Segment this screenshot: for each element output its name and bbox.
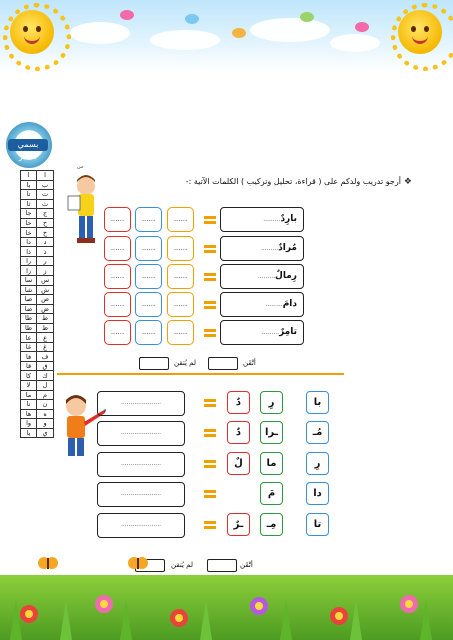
- alphabet-syllable: ن: [37, 400, 54, 410]
- flower-icon: [170, 609, 188, 627]
- word-text: تامِرٌ: [279, 327, 297, 337]
- letter-tile: رِ: [306, 452, 329, 475]
- syllable-answer-box[interactable]: ......: [167, 292, 194, 317]
- equals-sign-icon: [204, 216, 216, 224]
- alphabet-row: [21, 352, 54, 362]
- grass-blade: [200, 600, 212, 640]
- alphabet-row: [21, 190, 54, 200]
- boy-reading-icon: [66, 172, 108, 252]
- syllable-answer-box[interactable]: ......: [135, 292, 162, 317]
- instruction-text: ❖أرجو تدريب ولدكم على ( قراءة، تحليل وتركيب ) الكلمات الآتية :-: [185, 177, 412, 187]
- not-mastered-label: لم يُتقن: [174, 359, 196, 367]
- write-word-box[interactable]: .....................: [97, 513, 185, 538]
- alphabet-row: [21, 247, 54, 257]
- alphabet-syllable: ف: [37, 352, 54, 362]
- flower-icon: [250, 597, 268, 615]
- alphabet-row: [21, 218, 54, 228]
- syllable-answer-box[interactable]: ......: [104, 292, 131, 317]
- alphabet-letter: را: [21, 256, 37, 266]
- alphabet-row: [21, 333, 54, 343]
- alphabet-syllable: ك: [37, 371, 54, 381]
- bird-icon: [120, 10, 134, 20]
- not-mastered-label: لم يُتقن: [171, 561, 193, 569]
- alphabet-row: [21, 295, 54, 305]
- alphabet-syllable: ش: [37, 285, 54, 295]
- alphabet-row: [21, 400, 54, 410]
- alphabet-letter: سا: [21, 276, 37, 286]
- alphabet-row: [21, 314, 54, 324]
- cloud: [330, 34, 380, 52]
- alphabet-syllable: ض: [37, 304, 54, 314]
- flower-icon: [330, 607, 348, 625]
- alphabet-syllable: م: [37, 390, 54, 400]
- alphabet-letter: ضا: [21, 304, 37, 314]
- alphabet-syllable: ز: [37, 266, 54, 276]
- grass-blade: [10, 600, 22, 640]
- alphabet-syllable: ب: [37, 180, 54, 190]
- alphabet-syllable: ج: [37, 209, 54, 219]
- write-word-box[interactable]: .....................: [97, 452, 185, 477]
- word-dots: .........: [257, 273, 276, 280]
- alphabet-letter: كا: [21, 371, 37, 381]
- word-box: [220, 320, 304, 345]
- write-word-box[interactable]: .....................: [97, 391, 185, 416]
- equals-sign-icon: [204, 460, 216, 468]
- alphabet-syllable: ح: [37, 218, 54, 228]
- alphabet-letter: نا: [21, 400, 37, 410]
- alphabet-row: [21, 342, 54, 352]
- letter-tile: تا: [306, 513, 329, 536]
- word-text: مُرادٌ: [278, 243, 297, 253]
- alphabet-letter: شا: [21, 285, 37, 295]
- word-text: رِمالٌ: [275, 271, 297, 281]
- alphabet-row: [21, 323, 54, 333]
- letter-tile: با: [306, 391, 329, 414]
- syllable-answer-box[interactable]: ......: [135, 207, 162, 232]
- alphabet-syllable: ي: [37, 428, 54, 438]
- letter-tile: دٌ: [227, 421, 250, 444]
- alphabet-letter: عا: [21, 333, 37, 343]
- equals-sign-icon: [204, 273, 216, 281]
- alphabet-letter: زا: [21, 266, 37, 276]
- letter-tile: ما: [260, 452, 283, 475]
- alphabet-syllable: ه: [37, 409, 54, 419]
- mastered-checkbox[interactable]: [208, 357, 238, 370]
- letter-tile: دا: [306, 482, 329, 505]
- alphabet-syllable: ظ: [37, 323, 54, 333]
- syllable-answer-box[interactable]: ......: [104, 236, 131, 261]
- alphabet-letter: ظا: [21, 323, 37, 333]
- alphabet-syllable: ل: [37, 381, 54, 391]
- syllable-answer-box[interactable]: ......: [167, 236, 194, 261]
- alphabet-syllable: ع: [37, 333, 54, 343]
- alphabet-letter: صا: [21, 295, 37, 305]
- not-mastered-checkbox[interactable]: [139, 357, 169, 370]
- equals-sign-icon: [204, 490, 216, 498]
- alphabet-syllable: ط: [37, 314, 54, 324]
- letter-tile: مُـ: [306, 421, 329, 444]
- letter-tile: رِ: [260, 391, 283, 414]
- alphabet-syllable: د: [37, 237, 54, 247]
- alphabet-syllable: ق: [37, 361, 54, 371]
- alphabet-row: [21, 285, 54, 295]
- grass-blade: [280, 600, 292, 640]
- word-dots: .........: [260, 245, 279, 252]
- alphabet-letter: جا: [21, 209, 37, 219]
- equals-sign-icon: [204, 399, 216, 407]
- alphabet-syllable: ا: [37, 171, 54, 181]
- alphabet-letter: غا: [21, 342, 37, 352]
- syllable-answer-box[interactable]: ......: [167, 207, 194, 232]
- alphabet-row: [21, 419, 54, 429]
- alphabet-letter: قا: [21, 361, 37, 371]
- syllable-answer-box[interactable]: ......: [104, 264, 131, 289]
- syllable-answer-box[interactable]: ......: [104, 207, 131, 232]
- mastered-label: أتْقَن: [240, 561, 253, 569]
- mastered-label: أتْقَن: [243, 359, 256, 367]
- alphabet-letter: با: [21, 180, 37, 190]
- alphabet-syllable: ث: [37, 199, 54, 209]
- alphabet-letter: وا: [21, 419, 37, 429]
- star-bullet-icon: ❖: [403, 177, 412, 187]
- alphabet-row: [21, 428, 54, 438]
- write-word-box[interactable]: .....................: [97, 482, 185, 507]
- flower-icon: [20, 605, 38, 623]
- sun-right-icon: [398, 10, 442, 54]
- alphabet-letter: ذا: [21, 247, 37, 257]
- alphabet-row: [21, 209, 54, 219]
- grass-blade: [350, 600, 362, 640]
- alphabet-syllable: خ: [37, 228, 54, 238]
- alphabet-letter: تا: [21, 190, 37, 200]
- alphabet-letter: ما: [21, 390, 37, 400]
- alphabet-row: [21, 381, 54, 391]
- alphabet-letter: يا: [21, 428, 37, 438]
- bird-icon: [185, 14, 199, 24]
- cloud: [250, 18, 330, 42]
- word-text: دامَ: [282, 299, 297, 309]
- cloud: [150, 30, 220, 50]
- alphabet-row: [21, 361, 54, 371]
- letter-tile: مَ: [260, 482, 283, 505]
- alphabet-row: [21, 409, 54, 419]
- sun-left-icon: [10, 10, 54, 54]
- grass-blade: [420, 600, 432, 640]
- alphabet-syllable: ت: [37, 190, 54, 200]
- logo-label: بسمي سمير: [8, 139, 48, 151]
- write-word-box[interactable]: .....................: [97, 421, 185, 446]
- alphabet-row: [21, 228, 54, 238]
- grass-blade: [60, 600, 72, 640]
- alphabet-row: [21, 266, 54, 276]
- bird-icon: [355, 22, 369, 32]
- word-text: بارِدٌ: [280, 214, 297, 224]
- syllable-answer-box[interactable]: ......: [167, 320, 194, 345]
- word-box: [220, 292, 304, 317]
- alphabet-row: [21, 276, 54, 286]
- mastered-checkbox[interactable]: [207, 559, 237, 572]
- section-divider: [57, 373, 344, 375]
- syllable-answer-box[interactable]: ......: [167, 264, 194, 289]
- letter-tile: ـرٌ: [227, 513, 250, 536]
- word-box: [220, 207, 304, 232]
- alphabet-letter: دا: [21, 237, 37, 247]
- letter-tile: ـرا: [260, 421, 283, 444]
- alphabet-letter: خا: [21, 228, 37, 238]
- syllable-answer-box[interactable]: ......: [135, 320, 162, 345]
- equals-sign-icon: [204, 301, 216, 309]
- butterfly-icon: [38, 556, 58, 570]
- alphabet-syllable: ص: [37, 295, 54, 305]
- bird-icon: [232, 28, 246, 38]
- cloud: [70, 22, 130, 44]
- word-dots: .........: [265, 301, 283, 308]
- alphabet-row: [21, 237, 54, 247]
- syllable-answer-box[interactable]: ......: [135, 264, 162, 289]
- letter-tile: لٌ: [227, 452, 250, 475]
- word-box: [220, 264, 304, 289]
- alphabet-row: [21, 180, 54, 190]
- word-box: [220, 236, 304, 261]
- butterfly-icon: [128, 556, 148, 570]
- alphabet-table: [20, 170, 54, 438]
- alphabet-row: [21, 371, 54, 381]
- alphabet-letter: حا: [21, 218, 37, 228]
- alphabet-syllable: غ: [37, 342, 54, 352]
- word-dots: .........: [261, 329, 280, 336]
- letter-tile: دٌ: [227, 391, 250, 414]
- alphabet-letter: ها: [21, 409, 37, 419]
- alphabet-letter: ا: [21, 171, 37, 181]
- syllable-answer-box[interactable]: ......: [135, 236, 162, 261]
- alphabet-letter: لا: [21, 381, 37, 391]
- alphabet-letter: طا: [21, 314, 37, 324]
- equals-sign-icon: [204, 521, 216, 529]
- equals-sign-icon: [204, 245, 216, 253]
- flower-icon: [400, 595, 418, 613]
- alphabet-syllable: ذ: [37, 247, 54, 257]
- flower-icon: [95, 595, 113, 613]
- bird-icon: [300, 12, 314, 22]
- alphabet-row: [21, 171, 54, 181]
- grass-blade: [120, 600, 132, 640]
- alphabet-letter: فا: [21, 352, 37, 362]
- alphabet-row: [21, 199, 54, 209]
- alphabet-syllable: ر: [37, 256, 54, 266]
- alphabet-row: [21, 304, 54, 314]
- alphabet-row: [21, 256, 54, 266]
- letter-tile: مِـ: [260, 513, 283, 536]
- alphabet-syllable: س: [37, 276, 54, 286]
- grass-footer: [0, 575, 453, 640]
- alphabet-row: [21, 390, 54, 400]
- equals-sign-icon: [204, 429, 216, 437]
- syllable-answer-box[interactable]: ......: [104, 320, 131, 345]
- word-dots: .........: [263, 216, 281, 223]
- equals-sign-icon: [204, 329, 216, 337]
- alphabet-syllable: و: [37, 419, 54, 429]
- alphabet-letter: ثا: [21, 199, 37, 209]
- page-note: س: [77, 164, 84, 170]
